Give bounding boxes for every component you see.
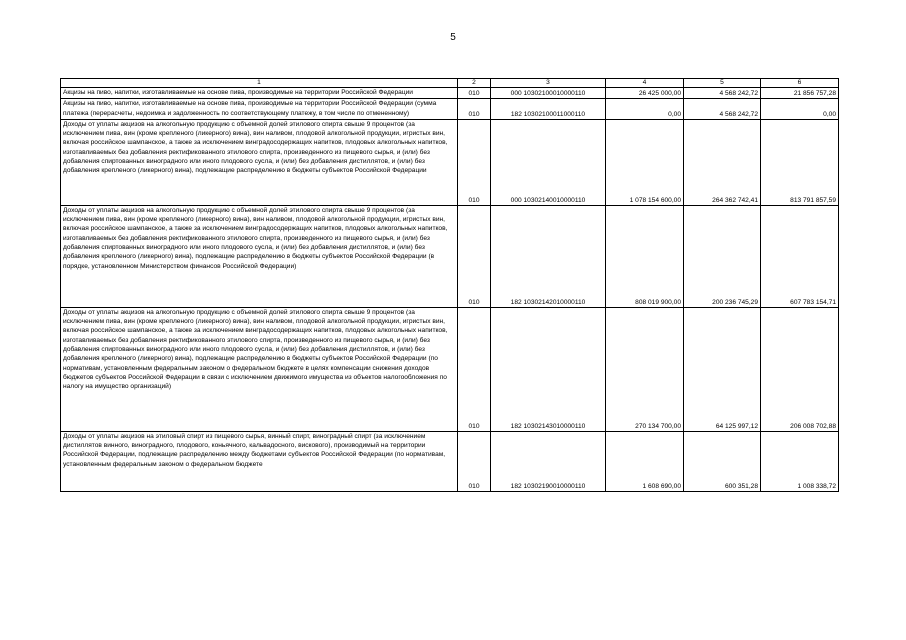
column-header-2: 2: [458, 79, 491, 88]
row-value-6: 813 791 857,59: [761, 119, 839, 205]
row-value-4: 1 078 154 600,00: [606, 119, 684, 205]
row-value-6: 607 783 154,71: [761, 205, 839, 307]
row-value-4: 270 134 700,00: [606, 307, 684, 431]
row-value-5: 4 568 242,72: [684, 88, 761, 99]
table-row: [61, 307, 839, 431]
row-value-5: 64 125 997,12: [684, 307, 761, 431]
row-value-6: 0,00: [761, 99, 839, 120]
row-value-5: 4 568 242,72: [684, 99, 761, 120]
row-budget-code: 000 10302100010000110: [491, 88, 606, 99]
row-admin-code: 010: [458, 205, 491, 307]
page-number: 5: [450, 32, 456, 43]
table-row: [61, 431, 839, 491]
row-value-6: 1 008 338,72: [761, 431, 839, 491]
row-admin-code: 010: [458, 307, 491, 431]
row-description: Акцизы на пиво, напитки, изготавливаемые на основе пива, производимые на территории Российской Федерации (сумма платежа (перерасчеты, недоимка и задолженность по соответствующему платежу, в том числе по отмененному): [61, 99, 458, 120]
row-value-5: 200 236 745,29: [684, 205, 761, 307]
row-value-4: 0,00: [606, 99, 684, 120]
row-description: Доходы от уплаты акцизов на алкогольную продукцию с объемной долей этилового спирта свыше 9 процентов (за исключением пива, вин (кроме крепленого (ликерного) вина), вин наливом, плодовой алкогольной продукции, игристых вин, включая российское шампанское, а также за исключением винградосодержащих напитков, плодовых алкогольных напитков, изготавливаемых без добавления ректификованного этилового спирта, произведенного из пищевого сырья, и (или) без добавления спиртованных виноградного или иного плодового сусла, и (или) без добавления дистиллятов, и (или) без добавления крепленого (ликерного) вина), подлежащие распределению в бюджеты субъектов Российской Федерации (по нормативам, установленным федеральным законом о федеральном бюджете в целях компенсации снижения доходов бюджетов субъектов Российской Федерации в связи с исключением движимого имущества из объектов налогообложения по налогу на имущество организаций): [61, 307, 458, 431]
column-header-1: 1: [61, 79, 458, 88]
table-header-row: [61, 79, 839, 88]
table-row: [61, 205, 839, 307]
row-budget-code: 182 10302143010000110: [491, 307, 606, 431]
row-admin-code: 010: [458, 88, 491, 99]
row-value-6: 206 008 702,88: [761, 307, 839, 431]
row-value-4: 1 608 690,00: [606, 431, 684, 491]
row-value-6: 21 856 757,28: [761, 88, 839, 99]
row-budget-code: 000 10302140010000110: [491, 119, 606, 205]
row-value-4: 26 425 000,00: [606, 88, 684, 99]
table-row: [61, 88, 839, 99]
row-description: Доходы от уплаты акцизов на этиловый спирт из пищевого сырья, винный спирт, виноградный спирт (за исключением дистиллятов винного, виноградного, плодового, коньячного, кальвадосного, вискового), производимый на территории Российской Федерации, подлежащие распределению между бюджетами субъектов Российской Федерации (по нормативам, установленным федеральным законом о федеральном бюджете: [61, 431, 458, 491]
revenue-table: [60, 78, 839, 492]
row-value-5: 600 351,28: [684, 431, 761, 491]
column-header-6: 6: [761, 79, 839, 88]
row-value-4: 808 019 900,00: [606, 205, 684, 307]
row-budget-code: 182 10302100011000110: [491, 99, 606, 120]
column-header-4: 4: [606, 79, 684, 88]
row-admin-code: 010: [458, 431, 491, 491]
row-description: Доходы от уплаты акцизов на алкогольную продукцию с объемной долей этилового спирта свыше 9 процентов (за исключением пива, вин (кроме крепленого (ликерного) вина), вин наливом, плодовой алкогольной продукции, игристых вин, включая российское шампанское, а также за исключением винградосодержащих напитков, плодовых алкогольных напитков, изготавливаемых без добавления ректификованного этилового спирта, произведенного из пищевого сырья, и (или) без добавления спиртованных виноградного или иного плодового сусла, и (или) без добавления дистиллятов, и (или) без добавления крепленого (ликерного) вина), подлежащие распределению в бюджеты субъектов Российской Федерации (в порядке, установленном Министерством финансов Российской Федерации): [61, 205, 458, 307]
row-description: Акцизы на пиво, напитки, изготавливаемые на основе пива, производимые на территории Российской Федерации: [61, 88, 458, 99]
table-row: [61, 99, 839, 120]
row-budget-code: 182 10302142010000110: [491, 205, 606, 307]
column-header-3: 3: [491, 79, 606, 88]
row-value-5: 264 362 742,41: [684, 119, 761, 205]
row-description: Доходы от уплаты акцизов на алкогольную продукцию с объемной долей этилового спирта свыше 9 процентов (за исключением пива, вин (кроме крепленого (ликерного) вина), вин наливом, плодовой алкогольной продукции, игристых вин, включая российское шампанское, а также за исключением винградосодержащих напитков, плодовых алкогольных напитков, изготавливаемых без добавления ректификованного этилового спирта, произведенного из пищевого сырья, и (или) без добавления спиртованных виноградного или иного плодового сусла, и (или) без добавления дистиллятов, и (или) без добавления крепленого (ликерного) вина), подлежащие распределению в бюджеты субъектов Российской Федерации: [61, 119, 458, 205]
row-budget-code: 182 10302190010000110: [491, 431, 606, 491]
row-admin-code: 010: [458, 119, 491, 205]
column-header-5: 5: [684, 79, 761, 88]
table-row: [61, 119, 839, 205]
row-admin-code: 010: [458, 99, 491, 120]
